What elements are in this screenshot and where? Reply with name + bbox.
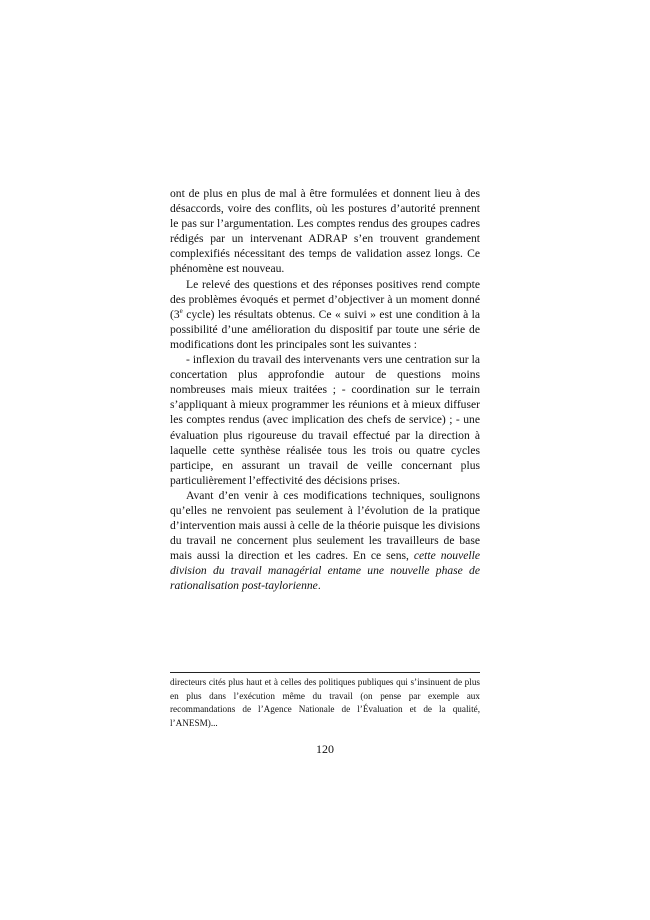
paragraph-4-end: . [317,579,321,593]
paragraph-3: - inflexion du travail des intervenants vers une centration sur la concertation plus approfondie autour de questions moins nombreuses mais mieux traitées ; - coordination sur le terrain s’appliquant à mieux programmer les réunions et à mieux diffuser les comptes rendus (avec implication des chefs de service) ; - une évaluation plus rigoureuse du travail effectué par la direction à laquelle cette synthèse réalisée tous les trois ou quatre cycles participe, en assurant un travail de veille concernant plus particulièrement l’effectivité des décisions prises. [170,353,480,487]
footnote: directeurs cités plus haut et à celles des politiques publiques qui s’insinuent de plus en plus dans l’exécution même du travail (on pense par exemple aux recommandations de l’Agence Nationale de l’Évaluation et de la qualité, l’ANESM)... [170,677,480,728]
paragraph-4-emphasis: cette nouvelle division du travail managérial entame une nouvelle phase de rationalisation post-taylorienne [170,549,480,593]
paragraph-4-start: Avant d’en venir à ces modifications techniques, soulignons qu’elles ne renvoient pas seulement à l’évolution de la pratique d’intervention mais aussi à celle de la théorie puisque les divisions du travail ne concernent plus seulement les travailleurs de base mais aussi la direction et les cadres. En ce sens, [170,488,480,563]
footnote-separator [170,672,480,673]
paragraph-4 [170,488,480,594]
paragraph-1: ont de plus en plus de mal à être formulées et donnent lieu à des désaccords, voire des conflits, où les postures d’autorité prennent le pas sur l’argumentation. Les comptes rendus des groupes cadres rédigés par un intervenant ADRAP s’en trouvent grandement complexifiés nécessitant des temps de validation assez longs. Ce phénomène est nouveau. [170,187,480,276]
paragraph-2-start: Le relevé des questions et des réponses positives rend compte des problèmes évoqués et permet d’objectiver à un moment donné (3 [170,277,480,321]
paragraph-2-end: cycle) les résultats obtenus. Ce « suivi » est une condition à la possibilité d’une amélioration du dispositif par toute une série de modifications dont les principales sont les suivantes : [170,307,480,351]
paragraph-2 [170,277,480,352]
page-number: 120 [316,742,334,756]
main-text [170,186,480,594]
ordinal-superscript: e [179,306,183,315]
